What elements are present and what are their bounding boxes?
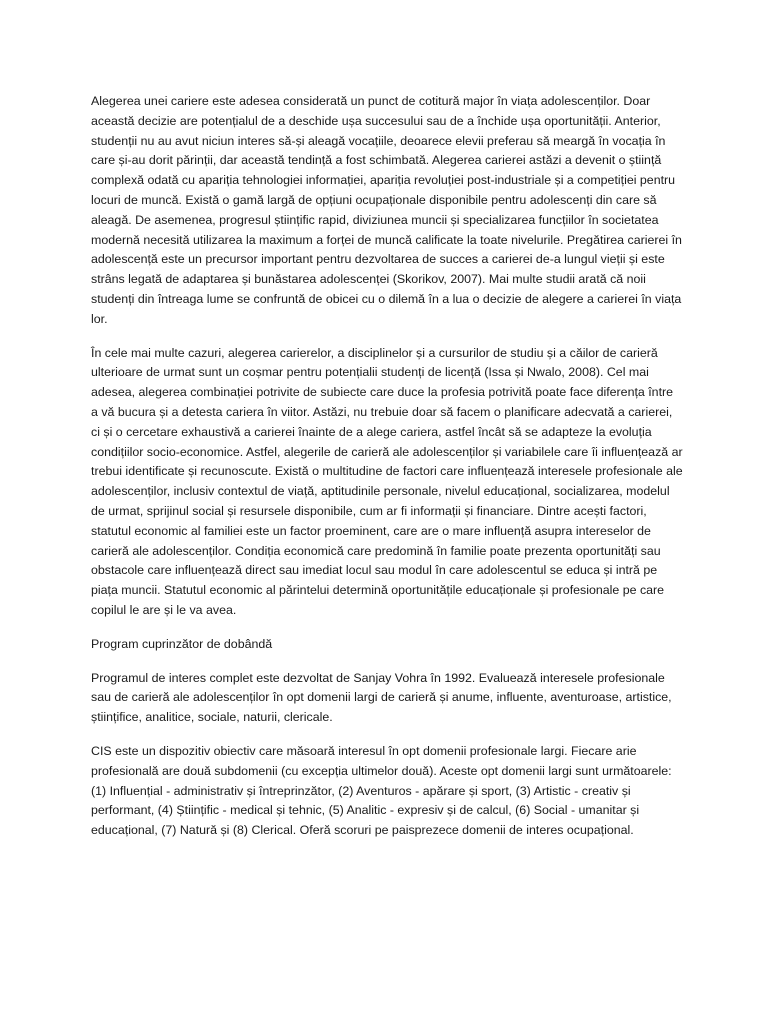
paragraph-career-factors: În cele mai multe cazuri, alegerea carierelor, a disciplinelor și a cursurilor de studiu și a căilor de carieră ulterioare de urmat sunt un coșmar pentru potențialii studenți de licență (Issa și Nwalo, 2008). Cel mai adesea, alegerea combinației potrivite de subiecte care duce la profesia potrivită poate face diferența între a vă bucura și a detesta cariera în viitor. Astăzi, nu trebuie doar să facem o planificare adecvată a carierei, ci și o cercetare exhaustivă a carierei înainte de a alege cariera, astfel încât să se adapteze la evoluția condițiilor socio-economice. Astfel, alegerile de carieră ale adolescenților și variabilele care îi influențează ar trebui identificate și recunoscute. Există o multitudine de factori care influențează interesele profesionale ale adolescenților, inclusiv contextul de viață, aptitudinile personale, nivelul educațional, socializarea, modelul de urmat, sprijinul social și resursele disponibile, cum ar fi informații și financiare. Dintre acești factori, statutul economic al familiei este un factor proeminent, care are o mare influență asupra intereselor de carieră ale adolescenților. Condiția economică care predomină în familie poate prezenta oportunități sau obstacole care influențează direct sau imediat locul sau modul în care adolescentul se educa și intră pe piața muncii. Statutul economic al părintelui determină oportunitățile educaționale și profesionale pe care copilul le are și le va avea.: [91, 345, 683, 617]
document-page: [91, 92, 683, 855]
paragraph-cis-description: CIS este un dispozitiv obiectiv care măsoară interesul în opt domenii profesionale largi. Fiecare arie profesională are două subdomenii (cu excepția ultimelor două). Aceste opt domenii largi sunt următoarele: (1) Influențial - administrativ și întreprinzător, (2) Aventuros - apărare și sport, (3) Artistic - creativ și performant, (4) Științific - medical și tehnic, (5) Analitic - expresiv și de calcul, (6) Social - umanitar și educațional, (7) Natură și (8) Clerical. Oferă scoruri pe paisprezece domenii de interes ocupațional.: [91, 743, 672, 838]
paragraph-program-description: Programul de interes complet este dezvoltat de Sanjay Vohra în 1992. Evaluează interesele profesionale sau de carieră ale adolescenților în opt domenii largi de carieră și anume, influente, aventuroase, artistice, științifice, analitice, sociale, naturii, clericale.: [91, 670, 672, 725]
paragraph-career-choice-intro: Alegerea unei cariere este adesea considerată un punct de cotitură major în viața adolescenților. Doar această decizie are potențialul de a deschide ușa succesului sau de a închide ușa oportunității. Anterior, studenții nu au avut niciun interes să-și aleagă vocațiile, deoarece elevii preferau să meargă în vocația în care și-au dorit părinții, dar această tendință a fost schimbată. Alegerea carierei astăzi a devenit o știință complexă odată cu apariția tehnologiei informației, apariția revoluției post-industriale și a competiției pentru locuri de muncă. Există o gamă largă de opțiuni ocupaționale disponibile pentru adolescenți din care să aleagă. De asemenea, progresul științific rapid, diviziunea muncii și specializarea funcțiilor în societatea modernă necesită utilizarea la maximum a forței de muncă calificate la toate nivelurile. Pregătirea carierei în adolescență este un precursor important pentru dezvoltarea de succes a carierei de-a lungul vieții și este strâns legată de adaptarea și bunăstarea adolescenței (Skorikov, 2007). Mai multe studii arată că noii studenți din întreaga lume se confruntă de obicei cu o dilemă în a lua o decizie de alegere a carierei în viața lor.: [91, 94, 682, 326]
section-heading: Program cuprinzător de dobândă: [91, 636, 273, 651]
